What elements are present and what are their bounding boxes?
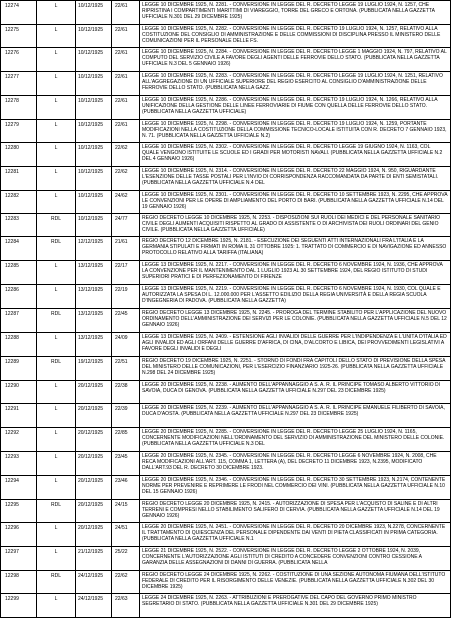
table-row [1, 120, 451, 143]
row-number [1, 143, 37, 167]
act-ref-text: 24/77 [115, 216, 128, 222]
act-type-text: RDL [50, 239, 61, 245]
row-number-text: 12292 [5, 430, 19, 436]
act-description-text: LEGGE 20 DICEMBRE 1925, N. 2238. - AUMENTO DELL'APPANNAGGIO A S. A. R. IL PRINCIPE TOMASO ALBERTO VITTORIO DI SAVOIA, DUCA DI GENOVA. (PUBBLICATA NELLA GAZZETTA UFFICIALE N.297 DEL 23 DICEMBRE 1925) [142, 382, 441, 394]
act-ref-text: 22/51 [115, 359, 128, 365]
row-number-text: 12283 [5, 216, 19, 222]
act-date-text: 21/12/1925 [78, 549, 104, 555]
act-type-text: RDL [50, 502, 61, 508]
table-row [1, 261, 451, 285]
act-date [76, 72, 112, 96]
act-description [140, 404, 451, 428]
act-ref-text: 22/45 [115, 311, 128, 317]
row-number [1, 309, 37, 333]
act-date [76, 167, 112, 191]
act-date [76, 48, 112, 72]
act-ref-text: 22/61 [115, 3, 128, 9]
act-description [140, 120, 451, 143]
act-description [140, 237, 451, 261]
act-type [37, 261, 76, 285]
act-description-text: LEGGE 13 DICEMBRE 1925, N. 2409. - ESTENSIONE AGLI INVALIDI DELLE GUERRE PER L'INDIPENDENZA E L'UNITÀ D'ITALIA ED AGLI INVALIDI ED AGLI ORFANI DELLE GUERRE D'AFRICA, DI CINA, D'ALCORTO E LIBICA, DEI PROVVEDIMENTI LEGISLATIVI A FAVORE DEGLI INVALIDI E DEGLI [142, 334, 447, 352]
row-number [1, 72, 37, 96]
act-description [140, 476, 451, 500]
act-description-text: REGIO DECRETO LEGGE 20 DICEMBRE 1925, N. 2415. - AUTORIZZAZIONE DI SPESA PER L'ACQUISTO DI SALINE E DI ALTRI TERRENI E COMPRESI NELLO STABILIMENTO SALIFERO DI CERVIA. (PUBBLICATA NELLA GAZZETTA UFFICIALE N.14 DEL 19 GENNAIO 1926) [142, 501, 440, 519]
act-type [37, 357, 76, 381]
table-row [1, 309, 451, 333]
act-description [140, 1, 451, 25]
row-number [1, 261, 37, 285]
row-number [1, 523, 37, 547]
act-description [140, 72, 451, 96]
act-ref [112, 333, 140, 357]
table-row [1, 594, 451, 618]
table-row [1, 381, 451, 404]
row-number-text: 12299 [5, 596, 19, 602]
act-date-text: 12/12/1925 [78, 239, 104, 245]
act-description-text: REGIO DECRETO LEGGE 13 DICEMBRE 1925, N. 2245. - PROROGA DEL TERMINE STABILITO PER L'APPLICAZIONE DEL NUOVO ORDINAMENTO DELL'AMMINISTRAZIONE DEI SERVIZI PER LE COLONIE. (PUBBLICATA NELLA GAZZETTA UFFICIALE N.5 DEL 12 GENNAIO 1926) [142, 310, 447, 328]
act-date-text: 10/12/1925 [78, 193, 104, 199]
act-description-text: LEGGE 10 DICEMBRE 1925, N. 2302. - CONVERSIONE IN LEGGE DEL R. DECRETO LEGGE 19 GIUGNO 1924, N. 1163, COL QUALE VENGONO ISTITUITE LE SCUOLE ED I GRADI PER MOTORISTI NAVALI. (PUBBLICATA NELLA GAZZETTA UFFICIALE N.2 DEL 4 GENNAIO 1926) [142, 144, 443, 162]
row-number [1, 191, 37, 214]
act-date-text: 13/12/1925 [78, 263, 104, 269]
act-description-text: LEGGE 24 DICEMBRE 1925, N. 2263. - ATTRIBUZIONI E PREROGATIVE DEL CAPO DEL GOVERNO PRIMO MINISTRO SEGRETARIO DI STATO. (PUBBLICATA NELLA GAZZETTA UFFICIALE N.301 DEL 29 DICEMBRE 1925) [142, 595, 417, 607]
act-ref [112, 120, 140, 143]
act-type [37, 96, 76, 120]
act-type [37, 285, 76, 309]
act-date-text: 13/12/1925 [78, 311, 104, 317]
row-number-text: 12285 [5, 263, 19, 269]
act-ref [112, 500, 140, 523]
act-ref [112, 309, 140, 333]
row-number-text: 12282 [5, 193, 19, 199]
act-date-text: 10/12/1925 [78, 27, 104, 33]
act-ref [112, 523, 140, 547]
act-type-text: L [54, 478, 58, 484]
act-date [76, 25, 112, 48]
act-type-text: L [54, 169, 58, 175]
act-description [140, 285, 451, 309]
act-date-text: 24/12/1925 [78, 573, 104, 579]
row-number-text: 12280 [5, 145, 19, 151]
act-ref [112, 428, 140, 452]
act-date-text: 19/12/1925 [78, 359, 104, 365]
act-description-text: REGIO DECRETO 19 DICEMBRE 1925, N. 2251. - STORNO DI FONDI FRA CAPITOLI DELLO STATO DI PREVISIONE DELLA SPESA DEL MINISTERO DELLE COMUNICAZIONI, PER L'ESERCIZIO FINANZIARIO 1925-26. (PUBBLICATA NELLA GAZZETTA UFFICIALE N.298 DEL 24 DICEMBRE 1925) [142, 358, 446, 376]
act-type-text: L [54, 27, 58, 33]
act-description [140, 48, 451, 72]
act-type-text: L [54, 3, 58, 9]
row-number-text: 12288 [5, 335, 19, 341]
row-number-text: 12276 [5, 50, 19, 56]
act-date [76, 547, 112, 571]
table-row [1, 167, 451, 191]
act-type [37, 120, 76, 143]
act-description [140, 25, 451, 48]
act-ref-text: 24/15 [115, 502, 128, 508]
act-date-text: 10/12/1925 [78, 98, 104, 104]
table-row [1, 428, 451, 452]
row-number-text: 12295 [5, 502, 19, 508]
act-description-text: LEGGE 10 DICEMBRE 1925, N. 2301. - CONVERSIONE IN LEGGE DEL R. DECRETO 10 SETTEMBRE 1923, N. 2295, CHE APPROVA LE CONVENZIONI PER LE OPERE DI AMPLIAMENTO DEL PORTO DI BARI. (PUBBLICATA NELLA GAZZETTA UFFICIALE N.14 DEL 19 GENNAIO 1926) [142, 192, 448, 210]
act-type-text: RDL [50, 573, 61, 579]
act-date [76, 237, 112, 261]
row-number-text: 12297 [5, 549, 19, 555]
act-type [37, 476, 76, 500]
act-ref-text: 22/61 [115, 27, 128, 33]
table-row [1, 357, 451, 381]
row-number-text: 12289 [5, 359, 19, 365]
table-row [1, 48, 451, 72]
table-row [1, 500, 451, 523]
row-number [1, 547, 37, 571]
act-type [37, 594, 76, 618]
act-description-text: LEGGE 10 DICEMBRE 1925, N. 2286. - CONVERSIONE IN LEGGE DEL R. DECRETO 19 LUGLIO 1924, N. 1266, RELATIVO ALLA UNIFICAZIONE DELLA GESTIONE DELLE LINEE FERROVIARIE DI FIUME CON QUELLA DELLE FERROVIE DELLO STATO. (PUBBLICATA NELLA GAZZETTA UFFICIALE) [142, 97, 438, 115]
act-date [76, 120, 112, 143]
table-row [1, 547, 451, 571]
act-ref-text: 22/61 [115, 50, 128, 56]
act-description [140, 428, 451, 452]
act-type [37, 214, 76, 237]
act-ref-text: 22/61 [115, 122, 128, 128]
act-type [37, 48, 76, 72]
act-ref-text: 23/45 [115, 454, 128, 460]
act-description-text: LEGGE 20 DICEMBRE 1925, N. 2285. - CONVERSIONE IN LEGGE DEL R. DECRETO LEGGE 25 LUGLIO 1924, N. 1165, CONCERNENTE MODIFICAZIONI NELL'ORDINAMENTO DEL SERVIZIO DI AMMINISTRAZIONE DEL MINISTERO DELLE COLONIE. (PUBBLICATA NELLA GAZZETTA UFFICIALE N.3 DEL [142, 429, 445, 447]
act-type-text: L [54, 74, 58, 80]
act-date-text: 20/12/1925 [78, 430, 104, 436]
row-number [1, 214, 37, 237]
row-number [1, 25, 37, 48]
row-number [1, 120, 37, 143]
act-description [140, 261, 451, 285]
act-type-text: L [54, 335, 58, 341]
act-ref [112, 381, 140, 404]
act-type [37, 309, 76, 333]
act-date-text: 20/12/1925 [78, 406, 104, 412]
act-ref-text: 22/62 [115, 573, 128, 579]
act-description-text: LEGGE 10 DICEMBRE 1925, N. 2283. - CONVERSIONE IN LEGGE DEL R. DECRETO LEGGE 19 LUGLIO 1924, N. 1251, RELATIVO ALL'AGGREGAZIONE DI UN UFFICIALE SUPERIORE DEL REGIO ESERCITO AL CONSIGLIO D'AMMINISTRAZIONE DELLE FERROVIE DELLO STATO. (PUBBLICATA NELLA GAZZ. [142, 73, 443, 91]
act-description [140, 523, 451, 547]
act-ref-text: 22/62 [115, 169, 128, 175]
act-description [140, 357, 451, 381]
act-description-text: LEGGE 20 DICEMBRE 1925, N. 2239. - AUMENTO DELL'APPANNAGGIO A S. A. R. IL PRINCIPE EMANUELE FILIBERTO DI SAVOIA, DUCA D'AOSTA. (PUBBLICATA NELLA GAZZETTA UFFICIALE N.297 DEL 23 DICEMBRE 1925) [142, 405, 445, 417]
act-type [37, 143, 76, 167]
act-ref-text: 22/38 [115, 383, 128, 389]
act-type [37, 167, 76, 191]
act-ref-text: 21/61 [115, 239, 128, 245]
act-type [37, 333, 76, 357]
act-description-text: LEGGE 10 DICEMBRE 1925, N. 2314. - CONVERSIONE IN LEGGE DEL R. DECRETO 22 MAGGIO 1924, N. 950, RIGUARDANTE L'ESENZIONE DELLE TASSE POSTALI PER L'INVIO DI CORRISPONDENZA RACCOMANDATA DA PARTE DI ENTI SEMISTATALI. (PUBBLICATA NELLA GAZZETTA UFFICIALE N.4 DEL [142, 168, 439, 186]
act-description [140, 191, 451, 214]
act-date [76, 357, 112, 381]
act-description [140, 333, 451, 357]
act-date [76, 285, 112, 309]
act-date-text: 24/12/1925 [78, 596, 104, 602]
row-number-text: 12281 [5, 169, 19, 175]
act-type [37, 25, 76, 48]
act-type [37, 452, 76, 476]
act-description-text: LEGGE 20 DICEMBRE 1925, N. 2346. - CONVERSIONE IN LEGGE DEL R. DECRETO 30 SETTEMBRE 1923, N.2174, CONTENENTE NORME PER PREVENIRE E REPRIMERE LE FRODI NEL COMMERCIO DEI VINI. (PUBBLICATA NELLA GAZZETTA UFFICIALE N.10 DEL 15 GENNAIO 1926) [142, 477, 446, 495]
table-row [1, 214, 451, 237]
act-date [76, 143, 112, 167]
act-description-text: REGIO DECRETO 12 DICEMBRE 1925, N. 2181. - ESECUZIONE DEI SEGUENTI ATTI INTERNAZIONALI FRA L'ITALIA E LA GERMANIA STIPULATI E FIRMATI IN ROMA IL 31 OTTOBRE 1925: 1. TRATTATO DI COMMERCIO E DI NAVIGAZIONE ED ANNESSO PROTOCOLLO RELATIVO ALLA TARIFFA (ITALIANA) [142, 238, 447, 256]
act-date-text: 10/12/1925 [78, 50, 104, 56]
act-description-text: LEGGE 13 DICEMBRE 1925, N. 2219. - CONVERSIONE IN LEGGE DEL R. DECRETO 6 NOVEMBRE 1924, N. 1930, COL QUALE È AUTORIZZATA LA SPESA DI L. 12.000.000 PER L'ASSETTO EDILIZIO DELLA REGIA UNIVERSITÀ E DELLA REGIA SCUOLA D'INGEGNERIA DI PADOVA. (PUBBLICATA NELLA GAZZETTA) [142, 286, 441, 304]
act-date [76, 191, 112, 214]
act-date-text: 10/12/1925 [78, 3, 104, 9]
act-ref [112, 191, 140, 214]
act-ref-text: 22/62 [115, 145, 128, 151]
act-ref-text: 22/85 [115, 430, 128, 436]
act-date-text: 10/12/1925 [78, 122, 104, 128]
row-number-text: 12298 [5, 573, 19, 579]
act-type [37, 1, 76, 25]
act-description-text: LEGGE 13 DICEMBRE 1925, N. 2217. - CONVERSIONE IN LEGGE DEL R. DECRETO 6 NOVEMBRE 1924, N. 1936, CHE APPROVA LA CONVENZIONE PER IL MANTENIMENTO DAL 1 LUGLIO 1923 AL 30 SETTEMBRE 1924, DEL REGIO ISTITUTO DI STUDI SUPERIORI PRATICI E DI PERFEZIONAMENTO DI FIRENZE [142, 262, 443, 280]
table-row [1, 285, 451, 309]
act-description [140, 167, 451, 191]
act-date [76, 404, 112, 428]
row-number [1, 404, 37, 428]
act-ref-text: 22/17 [115, 263, 128, 269]
act-date [76, 428, 112, 452]
row-number [1, 381, 37, 404]
act-date-text: 13/12/1925 [78, 335, 104, 341]
act-date [76, 476, 112, 500]
act-description-text: REGIO DECRETO LEGGE 10 DICEMBRE 1925, N. 2253. - DISPOSIZIONI SUI RUOLI DEI MEDICI E DEL PERSONALE SANITARIO CIVILE DEGLI AUMENTI ACQUISITI RISPETTO AL GRADO DI ASSISTENTE O DI ARCHIVISTA DEI RUOLI ORDINARI DEL GENIO CIVILE. (PUBBLICATA NELLA GAZZETTA UFFICIALE) [142, 215, 441, 233]
act-ref [112, 214, 140, 237]
act-description-text: REGIO DECRETO LEGGE 24 DICEMBRE 1925, N. 2262. - COSTITUZIONE DI UNA SEZIONE AUTONOMA FIUMANA DELL'ISTITUTO FEDERALE DI CREDITO PER IL RISORGIMENTO DELLE VENEZIE. (PUBBLICATA NELLA GAZZETTA UFFICIALE N.302 DEL 30 DICEMBRE 1925) [142, 572, 446, 590]
act-date [76, 523, 112, 547]
act-ref [112, 571, 140, 594]
act-type [37, 404, 76, 428]
act-date-text: 10/12/1925 [78, 216, 104, 222]
act-ref [112, 25, 140, 48]
act-ref-text: 22/61 [115, 74, 128, 80]
act-ref [112, 96, 140, 120]
act-type [37, 237, 76, 261]
row-number-text: 12279 [5, 122, 19, 128]
act-description [140, 96, 451, 120]
act-ref-text: 22/63 [115, 596, 128, 602]
row-number-text: 12277 [5, 74, 19, 80]
act-ref [112, 48, 140, 72]
table-row [1, 404, 451, 428]
act-description [140, 214, 451, 237]
row-number [1, 285, 37, 309]
row-number [1, 237, 37, 261]
act-date [76, 381, 112, 404]
act-description [140, 309, 451, 333]
act-date-text: 20/12/1925 [78, 454, 104, 460]
act-date-text: 10/12/1925 [78, 74, 104, 80]
act-ref [112, 1, 140, 25]
act-description-text: LEGGE 20 DICEMBRE 1925, N. 2451. - CONVERSIONE IN LEGGE DEL R. DECRETO 20 DICEMBRE 1923, N.2278, CONCERNENTE IL TRATTAMENTO DI QUIESCENZA DEL PERSONALE DIPENDENTE DAI VENTI DI PIETA CLASSIFICATI IN PRIMA CATEGORIA. (PUBBLICATA NELLA GAZZETTA UFFICIALE N.1 [142, 524, 446, 542]
act-type [37, 428, 76, 452]
act-description [140, 547, 451, 571]
table-row [1, 96, 451, 120]
act-ref-text: 24/62 [115, 193, 128, 199]
row-number [1, 476, 37, 500]
act-type-text: L [54, 287, 58, 293]
act-ref [112, 357, 140, 381]
table-row [1, 25, 451, 48]
act-description-text: LEGGE 10 DICEMBRE 1925, N. 2284. - CONVERSIONE IN LEGGE DEL R. DECRETO LEGGE 1 MAGGIO 1924, N. 797, RELATIVO AL COMPUTO DEL SERVIZIO CIVILE A FAVORE DEGLI AGENTI DELLE FERROVIE DELLO STATO. (PUBBLICATA NELLA GAZZETTA UFFICIALE N.3 DEL 5 GENNAIO 1926) [142, 49, 447, 67]
row-number [1, 48, 37, 72]
laws-table-body [1, 1, 451, 618]
act-type [37, 72, 76, 96]
act-ref-text: 22/61 [115, 98, 128, 104]
row-number-text: 12290 [5, 383, 19, 389]
row-number [1, 452, 37, 476]
row-number-text: 12293 [5, 454, 19, 460]
act-type [37, 571, 76, 594]
act-type-text: L [54, 525, 58, 531]
row-number-text: 12286 [5, 287, 19, 293]
act-ref-text: 22/39 [115, 406, 128, 412]
act-type-text: L [54, 50, 58, 56]
act-type-text: L [54, 549, 58, 555]
table-row [1, 476, 451, 500]
table-row [1, 72, 451, 96]
row-number [1, 500, 37, 523]
act-description [140, 143, 451, 167]
act-date [76, 571, 112, 594]
act-date-text: 10/12/1925 [78, 145, 104, 151]
act-type-text: L [54, 430, 58, 436]
act-description [140, 500, 451, 523]
act-type-text: L [54, 145, 58, 151]
row-number-text: 12291 [5, 406, 19, 412]
table-row [1, 1, 451, 25]
table-row [1, 143, 451, 167]
act-date-text: 20/12/1925 [78, 478, 104, 484]
act-date [76, 1, 112, 25]
act-date-text: 20/12/1925 [78, 383, 104, 389]
act-ref-text: 22/19 [115, 287, 128, 293]
act-description-text: LEGGE 21 DICEMBRE 1925, N. 2522. - CONVERSIONE IN LEGGE DEL R. DECRETO LEGGE 2 OTTOBRE 1924, N. 2039, CONCERNENTE L'AUTORIZZAZIONE AGLI ISTITUTI DI CREDITO A CONCEDERE CONVENZIONI CONTRO CESSIONE A GARANZIA DELLE ASSEGNAZIONI DI DANNI DI GUERRA. (PUBBLICATA NELLA [142, 548, 422, 566]
row-number [1, 571, 37, 594]
act-description-text: LEGGE 10 DICEMBRE 1925, N. 2282. - CONVERSIONE IN LEGGE DEL R. DECRETO 19 LUGLIO 1924, N. 1257, RELATIVO ALLA COSTITUZIONE DEL CONSIGLIO DI AMMINISTRAZIONE E DELLE COMMISSIONI DI DISCIPLINA PRESSO IL MINISTERO DELLE COMUNICAZIONI PER IL PERSONALE DELLE FS. [142, 26, 441, 44]
act-description [140, 571, 451, 594]
row-number-text: 12294 [5, 478, 19, 484]
act-description [140, 594, 451, 618]
act-type-text: RDL [50, 311, 61, 317]
act-type-text: L [54, 596, 58, 602]
table-row [1, 571, 451, 594]
act-date-text: 10/12/1925 [78, 169, 104, 175]
act-type-text: L [54, 383, 58, 389]
act-date-text: 13/12/1925 [78, 287, 104, 293]
act-ref [112, 261, 140, 285]
act-type-text: L [54, 193, 58, 199]
row-number [1, 96, 37, 120]
act-type [37, 547, 76, 571]
act-ref [112, 594, 140, 618]
row-number-text: 12287 [5, 311, 19, 317]
table-row [1, 452, 451, 476]
act-ref [112, 547, 140, 571]
row-number-text: 12278 [5, 98, 19, 104]
act-type [37, 523, 76, 547]
act-date [76, 333, 112, 357]
act-ref [112, 404, 140, 428]
act-type-text: L [54, 263, 58, 269]
act-type-text: RDL [50, 216, 61, 222]
act-description [140, 452, 451, 476]
row-number-text: 12274 [5, 3, 19, 9]
row-number [1, 167, 37, 191]
table-row [1, 523, 451, 547]
act-type-text: L [54, 122, 58, 128]
act-ref-text: 24/51 [115, 525, 128, 531]
act-type-text: L [54, 454, 58, 460]
act-date [76, 452, 112, 476]
act-ref-text: 24/09 [115, 335, 128, 341]
act-date [76, 309, 112, 333]
act-ref-text: 25/22 [115, 549, 128, 555]
act-date [76, 214, 112, 237]
act-ref [112, 285, 140, 309]
row-number [1, 428, 37, 452]
table-row [1, 237, 451, 261]
act-description-text: LEGGE 20 DICEMBRE 1925, N. 2345. - CONVERSIONE IN LEGGE DEL R. DECRETO LEGGE 6 NOVEMBRE 1924, N. 2008, CHE RECA MODIFICAZIONI ALL'ART. 115, COMMA 1, LETTERA (A), DEL DECRETO 11 DICEMBRE 1923, N.2395, MODIFICATO DALL'ART.93 DEL R. DECRETO 30 DICEMBRE 1923. [142, 453, 437, 471]
act-ref [112, 143, 140, 167]
row-number-text: 12296 [5, 525, 19, 531]
act-type [37, 500, 76, 523]
row-number [1, 1, 37, 25]
act-date [76, 594, 112, 618]
act-description-text: LEGGE 10 DICEMBRE 1925, N. 2281. - CONVERSIONE IN LEGGE DEL R. DECRETO LEGGE 19 LUGLIO 1924, N. 1257, CHE RIPRISTINA I COMPARTIMENTI MARITTIMI DI VIAREGGIO, TORRE DEL GRECO E ORTONA. (PUBBLICATA NELLA GAZZETTA UFFICIALE N.301 DEL 29 DICEMBRE 1925) [142, 2, 435, 20]
act-type-text: RDL [50, 359, 61, 365]
row-number-text: 12275 [5, 27, 19, 33]
act-type-text: L [54, 406, 58, 412]
act-description-text: LEGGE 10 DICEMBRE 1925, N. 2298. - CONVERSIONE IN LEGGE DEL R. DECRETO 19 LUGLIO 1924, N. 1259, PORTANTE MODIFICAZIONI NELLA COSTITUZIONE DELLA COMMISSIONE TECNICO-LOCALE ISTITUITA CON R. DECRETO 7 GENNAIO 1923, N. 71. (PUBBLICATA NELLA GAZZETTA UFFICIALE N.2) [142, 121, 447, 139]
act-ref [112, 167, 140, 191]
act-type [37, 381, 76, 404]
act-ref [112, 476, 140, 500]
act-ref-text: 23/46 [115, 478, 128, 484]
act-ref [112, 452, 140, 476]
act-ref [112, 237, 140, 261]
row-number [1, 357, 37, 381]
row-number-text: 12284 [5, 239, 19, 245]
act-date-text: 20/12/1925 [78, 525, 104, 531]
row-number [1, 594, 37, 618]
act-date [76, 261, 112, 285]
act-date [76, 500, 112, 523]
act-date [76, 96, 112, 120]
row-number [1, 333, 37, 357]
act-ref [112, 72, 140, 96]
act-type-text: L [54, 98, 58, 104]
act-date-text: 20/12/1925 [78, 502, 104, 508]
act-type [37, 191, 76, 214]
act-description [140, 381, 451, 404]
table-row [1, 191, 451, 214]
table-row [1, 333, 451, 357]
